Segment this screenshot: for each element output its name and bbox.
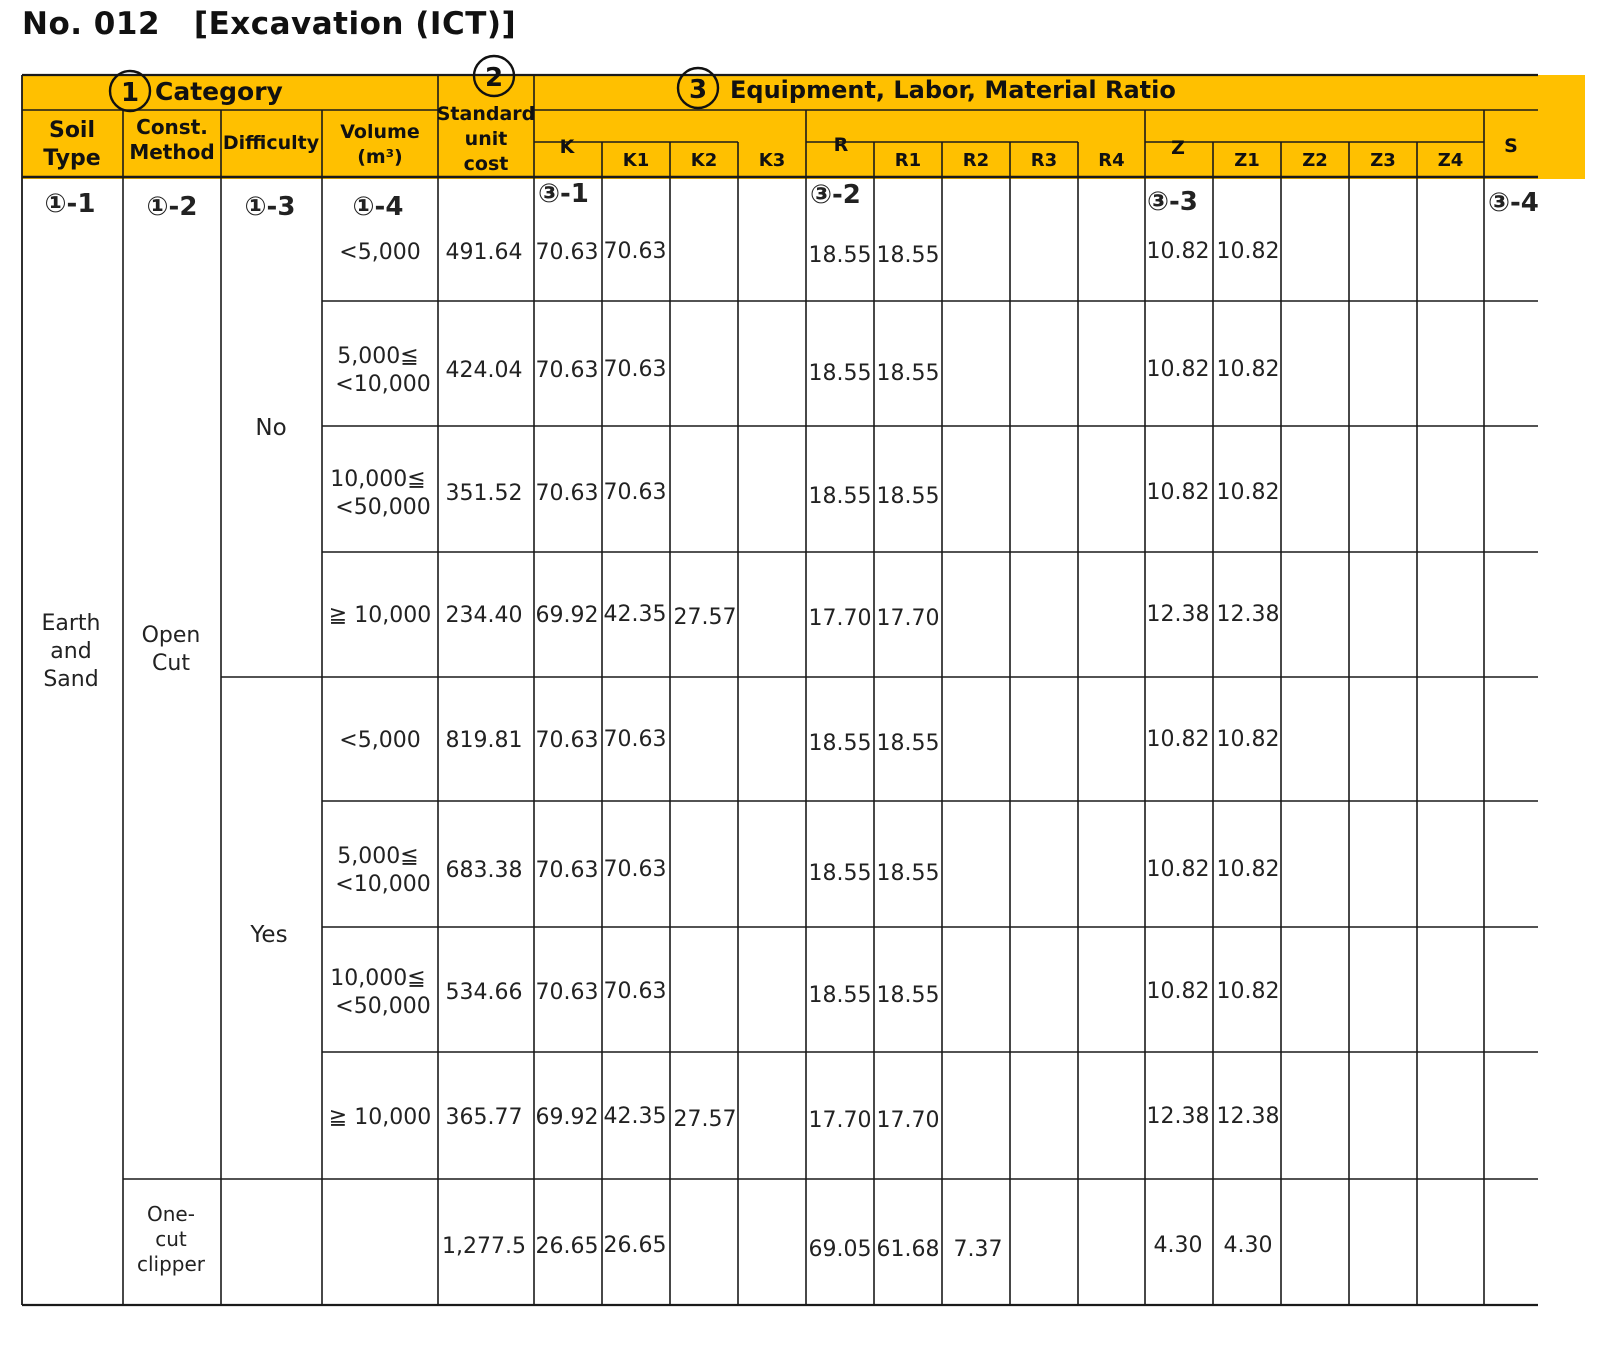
z1-value: 4.30 bbox=[1223, 1233, 1273, 1258]
volume-header: (m³) bbox=[357, 146, 403, 168]
standard-header: Standard bbox=[436, 103, 536, 125]
k3-header: K3 bbox=[758, 150, 786, 171]
k2-value: 27.57 bbox=[673, 605, 737, 630]
const-method-value: One- bbox=[147, 1202, 195, 1226]
k-value: 70.63 bbox=[535, 728, 599, 753]
z1-value: 12.38 bbox=[1216, 1104, 1280, 1129]
volume-value: 5,000≦ bbox=[337, 344, 419, 369]
r1-header: R1 bbox=[894, 150, 922, 171]
category-header: Category bbox=[155, 77, 283, 106]
r-value: 18.55 bbox=[808, 243, 872, 268]
r-value: 18.55 bbox=[808, 731, 872, 756]
volume-value: <50,000 bbox=[335, 994, 431, 1019]
ref-3-4: ③-4 bbox=[1488, 188, 1539, 218]
standard-cost-value: 424.04 bbox=[445, 358, 523, 383]
z1-header: Z1 bbox=[1234, 150, 1260, 171]
z-value: 10.82 bbox=[1146, 480, 1210, 505]
s-header: S bbox=[1504, 135, 1518, 157]
k-value: 70.63 bbox=[535, 858, 599, 883]
k1-value: 70.63 bbox=[603, 727, 667, 752]
k1-value: 42.35 bbox=[603, 602, 667, 627]
z-value: 10.82 bbox=[1146, 357, 1210, 382]
z2-header: Z2 bbox=[1302, 150, 1328, 171]
r2-header: R2 bbox=[962, 150, 990, 171]
r1-value: 18.55 bbox=[876, 983, 940, 1008]
const-method-value: Cut bbox=[152, 651, 190, 676]
ref-1-4: ①-4 bbox=[352, 192, 404, 222]
ref-3-2: ③-2 bbox=[810, 180, 861, 210]
category-number: 1 bbox=[120, 78, 140, 108]
soil-type-header: Soil bbox=[48, 118, 96, 143]
r2-value: 7.37 bbox=[953, 1237, 1003, 1262]
grid-lines bbox=[22, 75, 1538, 1305]
standard-cost-value: 365.77 bbox=[445, 1105, 523, 1130]
volume-value: <5,000 bbox=[339, 728, 421, 753]
k1-header: K1 bbox=[622, 150, 650, 171]
r1-value: 18.55 bbox=[876, 243, 940, 268]
ratio-number: 3 bbox=[688, 75, 708, 105]
k-value: 70.63 bbox=[535, 358, 599, 383]
soil-type-value: and bbox=[50, 639, 92, 664]
ref-3-3: ③-3 bbox=[1147, 187, 1198, 217]
standard-cost-value: 683.38 bbox=[445, 858, 523, 883]
r1-value: 17.70 bbox=[876, 1108, 940, 1133]
soil-type-value: Earth bbox=[41, 611, 101, 636]
r1-value: 18.55 bbox=[876, 861, 940, 886]
ref-3-1: ③-1 bbox=[538, 179, 589, 209]
r-value: 18.55 bbox=[808, 484, 872, 509]
k1-value: 70.63 bbox=[603, 979, 667, 1004]
standard-header: unit bbox=[464, 128, 508, 150]
r3-header: R3 bbox=[1030, 150, 1058, 171]
z1-value: 10.82 bbox=[1216, 239, 1280, 264]
z3-header: Z3 bbox=[1370, 150, 1396, 171]
standard-header: cost bbox=[463, 153, 509, 175]
z1-value: 10.82 bbox=[1216, 357, 1280, 382]
k1-value: 70.63 bbox=[603, 480, 667, 505]
k1-value: 70.63 bbox=[603, 239, 667, 264]
r-value: 17.70 bbox=[808, 606, 872, 631]
k2-value: 27.57 bbox=[673, 1107, 737, 1132]
z-value: 10.82 bbox=[1146, 857, 1210, 882]
k-value: 26.65 bbox=[535, 1234, 599, 1259]
k-value: 70.63 bbox=[535, 481, 599, 506]
volume-value: 5,000≦ bbox=[337, 844, 419, 869]
volume-value: 10,000≦ bbox=[330, 966, 426, 991]
k-value: 70.63 bbox=[535, 240, 599, 265]
ratio-header: Equipment, Labor, Material Ratio bbox=[730, 76, 1176, 104]
r1-value: 18.55 bbox=[876, 731, 940, 756]
const-method-header: Const. bbox=[136, 115, 208, 139]
difficulty-value: Yes bbox=[250, 922, 288, 948]
r1-value: 18.55 bbox=[876, 484, 940, 509]
z1-value: 12.38 bbox=[1216, 602, 1280, 627]
z4-header: Z4 bbox=[1437, 150, 1464, 171]
standard-cost-value: 491.64 bbox=[445, 240, 523, 265]
k1-value: 70.63 bbox=[603, 357, 667, 382]
r1-value: 18.55 bbox=[876, 361, 940, 386]
table-text bbox=[42, 56, 1539, 1276]
r-value: 18.55 bbox=[808, 983, 872, 1008]
r-value: 18.55 bbox=[808, 861, 872, 886]
ref-1-2: ①-2 bbox=[146, 192, 198, 222]
z-value: 10.82 bbox=[1146, 979, 1210, 1004]
ref-1-1: ①-1 bbox=[44, 189, 96, 219]
volume-value: <10,000 bbox=[335, 872, 431, 897]
volume-value: ≧ 10,000 bbox=[328, 603, 432, 628]
difficulty-header: Difficulty bbox=[222, 132, 320, 154]
standard-cost-value: 234.40 bbox=[445, 603, 523, 628]
z-value: 12.38 bbox=[1146, 602, 1210, 627]
standard-number: 2 bbox=[484, 63, 504, 93]
r1-value: 61.68 bbox=[876, 1237, 940, 1262]
volume-value: <50,000 bbox=[335, 495, 431, 520]
z-value: 12.38 bbox=[1146, 1104, 1210, 1129]
standard-cost-value: 819.81 bbox=[445, 728, 523, 753]
k1-value: 42.35 bbox=[603, 1104, 667, 1129]
standard-cost-value: 534.66 bbox=[445, 980, 523, 1005]
const-method-value: cut bbox=[155, 1227, 187, 1251]
volume-header: Volume bbox=[340, 121, 420, 143]
z1-value: 10.82 bbox=[1216, 727, 1280, 752]
r-value: 69.05 bbox=[808, 1237, 872, 1262]
z-value: 10.82 bbox=[1146, 727, 1210, 752]
k-value: 69.92 bbox=[535, 1105, 599, 1130]
k-value: 70.63 bbox=[535, 980, 599, 1005]
volume-value: <10,000 bbox=[335, 372, 431, 397]
ref-1-3: ①-3 bbox=[244, 192, 296, 222]
k1-value: 70.63 bbox=[603, 857, 667, 882]
volume-value: 10,000≦ bbox=[330, 467, 426, 492]
k-value: 69.92 bbox=[535, 603, 599, 628]
const-method-value: clipper bbox=[136, 1252, 206, 1276]
z1-value: 10.82 bbox=[1216, 979, 1280, 1004]
z-header: Z bbox=[1171, 137, 1185, 159]
z-value: 4.30 bbox=[1153, 1233, 1203, 1258]
soil-type-value: Sand bbox=[43, 667, 99, 692]
volume-value: ≧ 10,000 bbox=[328, 1105, 432, 1130]
r1-value: 17.70 bbox=[876, 606, 940, 631]
k-header: K bbox=[559, 136, 575, 158]
standard-cost-value: 351.52 bbox=[445, 481, 523, 506]
k1-value: 26.65 bbox=[603, 1233, 667, 1258]
z1-value: 10.82 bbox=[1216, 857, 1280, 882]
r-value: 18.55 bbox=[808, 361, 872, 386]
r-value: 17.70 bbox=[808, 1108, 872, 1133]
r4-header: R4 bbox=[1098, 150, 1125, 171]
z1-value: 10.82 bbox=[1216, 480, 1280, 505]
page-title: No. 012 [Excavation (ICT)] bbox=[22, 6, 517, 42]
const-method-header: Method bbox=[129, 140, 215, 164]
k2-header: K2 bbox=[690, 150, 718, 171]
standard-cost-value: 1,277.5 bbox=[442, 1234, 526, 1259]
z-value: 10.82 bbox=[1146, 239, 1210, 264]
r-header: R bbox=[833, 134, 849, 156]
difficulty-value: No bbox=[255, 415, 287, 441]
soil-type-header: Type bbox=[43, 146, 101, 171]
volume-value: <5,000 bbox=[339, 240, 421, 265]
const-method-value: Open bbox=[141, 623, 201, 648]
